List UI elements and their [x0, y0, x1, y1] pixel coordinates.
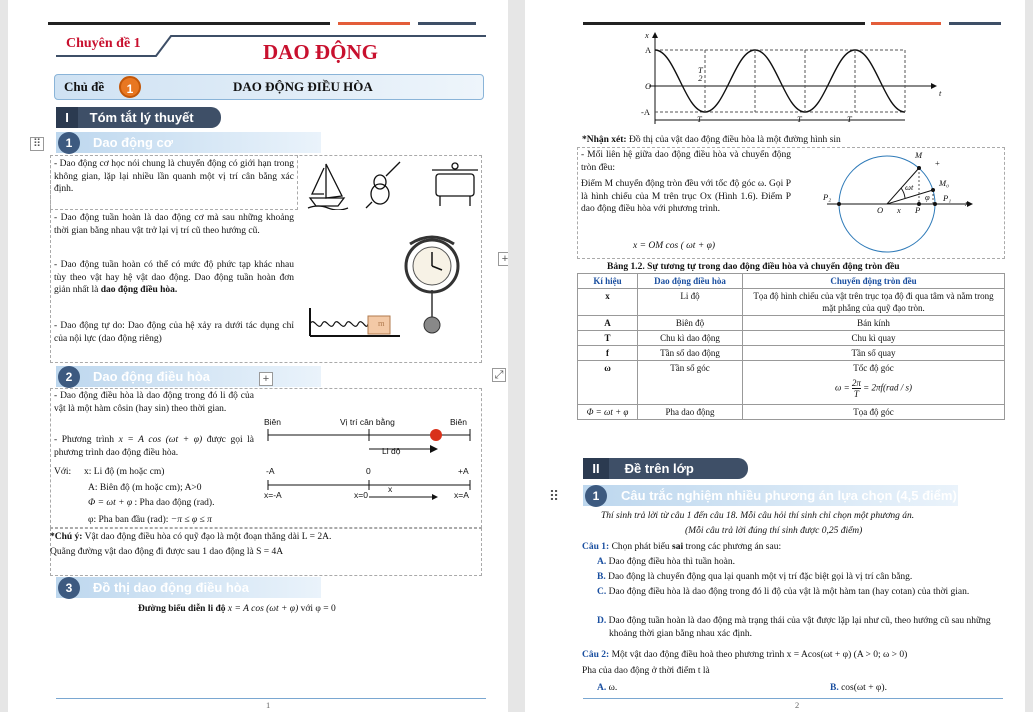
omega-formula — [746, 374, 1001, 403]
table-cell: T — [578, 331, 638, 346]
q2-line-2: Pha của dao động ở thời điểm t là — [582, 666, 710, 676]
topic-label: Chủ đề — [64, 79, 105, 94]
graph-t-label: t — [939, 88, 942, 98]
table-header-cell: Dao động điều hòa — [638, 274, 743, 289]
sub2-p2-prefix: - Phương trình — [54, 435, 119, 445]
p2-sub1-number: 1 — [585, 485, 607, 507]
sub2-number: 2 — [58, 366, 80, 388]
q1-text-b: trong các phương án sau: — [683, 542, 782, 552]
table-cell: ω — [578, 361, 638, 405]
q1-text-a: Chọn phát biểu — [609, 542, 672, 552]
sub2-phase-formula: Φ = ωt + φ — [88, 498, 133, 508]
add-row-button[interactable]: + — [498, 252, 508, 266]
drag-handle-icon[interactable]: ⠿ — [548, 488, 560, 504]
axis-diagram — [260, 425, 482, 505]
note-line-2: Quãng đường vật dao động đi được sau 1 dao động là S = 4A — [50, 547, 284, 557]
sub1-paragraph-4: - Dao động tự do: Dao động của hệ xảy ra dưới tác dụng chỉ của nội lực (dao động riêng) — [54, 321, 294, 344]
sub1-paragraph-2: - Dao động tuần hoàn là dao động cơ mà sau những khoảng thời gian bằng nhau vật trở lại vị trí cũ theo hướng cũ. — [54, 213, 294, 236]
omega-fraction — [852, 378, 861, 399]
q1-option-c[interactable] — [597, 586, 1002, 599]
q2-option-text: cos(ωt + φ). — [838, 683, 887, 693]
section-1-roman: I — [56, 107, 78, 128]
table-caption: Bảng 1.2. Sự tương tự trong dao động điều hòa và chuyển động tròn đều — [607, 262, 900, 272]
sub2-phase-def — [88, 497, 214, 510]
table-header-cell: Kí hiệu — [578, 274, 638, 289]
sub1-p3-text: - Dao động tuần hoàn có thể có mức độ phức tạp khác nhau tùy theo vật hay hệ vật dao động. Dao động tuần hoàn đơn giản nhất là — [54, 260, 294, 295]
table-cell — [743, 361, 1005, 405]
sub3-caption-formula: x = A cos (ωt + φ) — [227, 604, 299, 614]
table-cell: Tọa độ góc — [743, 405, 1005, 420]
pendulum-clock-illustration — [400, 228, 464, 338]
circle-plus: + — [935, 158, 940, 168]
sine-graph — [635, 30, 945, 130]
instructions-1: Thí sinh trả lời từ câu 1 đến câu 18. Mỗi câu hỏi thí sinh chỉ chọn một phương án. — [601, 511, 915, 521]
q1-option-b[interactable] — [597, 571, 1002, 584]
q1-option-text: Dao động là chuyển động qua lại quanh một vị trí đặc biệt gọi là vị trí cân bằng. — [608, 572, 913, 582]
q2-option-letter: B. — [830, 683, 839, 693]
omega-den: T — [853, 389, 859, 399]
axis-x-A: x=A — [454, 490, 469, 500]
sub1-paragraph-3 — [54, 259, 294, 297]
table-header-cell: Chuyển động tròn đều — [743, 274, 1005, 289]
sub2-x-def: x: Li độ (m hoặc cm) — [84, 467, 165, 477]
chapter-label: Chuyên đề 1 — [66, 36, 141, 51]
graph-period-1: T — [697, 114, 702, 124]
table-cell: A — [578, 316, 638, 331]
sub2-A-def: A: Biên độ (m hoặc cm); A>0 — [88, 483, 202, 493]
axis-x-minusA: x=-A — [264, 490, 282, 500]
q1-option-letter: C. — [597, 587, 607, 597]
top-rule-navy — [418, 22, 476, 25]
table-row — [578, 361, 1005, 405]
section-1-header — [56, 107, 221, 128]
axis-vtcb: Vị trí cân bằng — [340, 417, 395, 427]
q1-option-d[interactable] — [597, 615, 1002, 640]
table-row — [578, 346, 1005, 361]
instructions-2: (Mỗi câu trả lời đúng thí sinh được 0,25 điểm) — [685, 526, 863, 536]
note-line-1 — [50, 531, 331, 544]
q1-option-text: Dao động điều hòa là dao động trong đó li độ của vật là một hàm tan (hay cotan) của thời gian. — [608, 587, 970, 597]
sub1-paragraph-1: - Dao động cơ học nói chung là chuyển động có giới hạn trong không gian, lặp lại nhiều lần quanh một vị trí cân bằng xác định. — [54, 159, 294, 194]
q2-text: Một vật dao động điều hoà theo phương trình x = Acos(ωt + φ) (A > 0; ω > 0) — [609, 650, 908, 660]
sub2-p2-suffix: được gọi là phương trình dao động điều hòa. — [54, 435, 255, 458]
sub3-title: Đồ thị dao động điều hòa — [93, 580, 249, 595]
q1-option-a[interactable] — [597, 556, 1002, 569]
spring-mass-illustration — [304, 306, 404, 342]
table-row — [578, 405, 1005, 420]
graph-x-label: x — [645, 30, 649, 40]
page-number: 1 — [266, 700, 271, 710]
link-formula: x = OM cos ( ωt + φ) — [633, 241, 716, 251]
table-cell: Φ = ωt + φ — [578, 405, 638, 420]
section-1-title: Tóm tắt lý thuyết — [89, 110, 194, 125]
q2-option-a[interactable] — [597, 682, 617, 695]
sub2-formula: x = A cos (ωt + φ) — [118, 435, 203, 445]
circle-motion-diagram — [821, 150, 981, 256]
remark — [582, 134, 841, 147]
q1-label: Câu 1: — [582, 542, 610, 552]
circle-P: P — [915, 205, 921, 215]
table-row — [578, 316, 1005, 331]
sub2-phase-text: : Pha dao động (rad). — [132, 498, 215, 508]
sub2-title: Dao động điều hòa — [93, 369, 210, 384]
section-2-header — [583, 458, 748, 479]
sub2-phi-def — [88, 514, 212, 527]
oscillation-examples-illustration — [304, 158, 480, 210]
drag-handle-icon[interactable]: ⠿ — [30, 137, 44, 151]
topic-number: 1 — [119, 76, 141, 98]
axis-plusA: +A — [458, 466, 469, 476]
topic-title: DAO ĐỘNG ĐIỀU HÒA — [233, 79, 373, 94]
omega-prefix: ω = — [834, 382, 852, 393]
q2-option-text: ω. — [606, 683, 618, 693]
page-title: DAO ĐỘNG — [263, 40, 378, 64]
axis-minusA: -A — [266, 466, 275, 476]
q1-option-text: Dao động điều hòa thì tuần hoàn. — [608, 557, 736, 567]
table-cell: x — [578, 289, 638, 316]
graph-minusA-label: -A — [641, 107, 650, 117]
page-1 — [8, 0, 508, 712]
q1-option-letter: A. — [597, 557, 607, 567]
q2-stem — [582, 649, 907, 662]
sub3-caption-suffix: với φ = 0 — [298, 604, 336, 614]
footer-rule — [583, 698, 1003, 699]
circle-P1: P₁ — [943, 193, 952, 203]
sub3-caption — [138, 603, 336, 616]
graph-half-period — [698, 66, 703, 82]
table-cell: Li độ — [638, 289, 743, 316]
table-cell: f — [578, 346, 638, 361]
circle-M: M — [915, 150, 923, 160]
graph-period-2: T — [797, 114, 802, 124]
footer-rule — [56, 698, 486, 699]
circle-P2: P₂ — [823, 192, 832, 202]
table-cell: Pha dao động — [638, 405, 743, 420]
remark-text: Đồ thị của vật dao động điều hòa là một đường hình sin — [626, 135, 841, 145]
comparison-table — [577, 273, 1005, 420]
section-2-title: Đề trên lớp — [624, 461, 694, 476]
table-cell: Chu kì dao động — [638, 331, 743, 346]
omega-suffix: = 2πf(rad / s) — [863, 382, 913, 393]
table-row — [578, 331, 1005, 346]
table-cell: Tần số dao động — [638, 346, 743, 361]
axis-bien-left: Biên — [264, 417, 282, 427]
q2-option-b[interactable] — [830, 682, 887, 695]
sub3-caption-text: Đường biểu diễn li độ — [138, 604, 228, 614]
link-paragraph-1: - Mối liên hệ giữa dao động điều hòa và chuyển động tròn đều: — [581, 150, 791, 173]
graph-A-label: A — [645, 45, 652, 55]
q1-option-letter: D. — [597, 616, 607, 626]
axis-x-zero: x=0 — [354, 490, 368, 500]
note-label: *Chú ý: — [50, 532, 83, 542]
circle-M0: M₀ — [939, 178, 950, 188]
sub2-phi-text: φ: Pha ban đầu (rad): — [88, 515, 171, 525]
omega-label: Tốc độ góc — [853, 363, 894, 373]
axis-x: x — [388, 484, 393, 494]
table-cell: Bán kính — [743, 316, 1005, 331]
half-period-num: T — [698, 65, 703, 75]
expand-icon[interactable]: ⤢ — [492, 368, 506, 382]
table-header-row — [578, 274, 1005, 289]
table-cell: Biên độ — [638, 316, 743, 331]
sub2-phi-range: −π ≤ φ ≤ π — [170, 515, 212, 525]
circle-phi: φ — [925, 192, 930, 202]
sub1-p3-bold: dao động điều hòa. — [100, 285, 178, 295]
q1-option-letter: B. — [597, 572, 606, 582]
q1-sai: sai — [672, 542, 684, 552]
omega-num: 2π — [851, 378, 861, 388]
table-cell: Tần số quay — [743, 346, 1005, 361]
top-rule — [48, 22, 330, 25]
sub1-title: Dao động cơ — [93, 135, 174, 150]
graph-period-3: T — [847, 114, 852, 124]
q2-label: Câu 2: — [582, 650, 610, 660]
circle-wt: ωt — [905, 182, 914, 192]
table-cell: Tần số góc — [638, 361, 743, 405]
section-2-roman: II — [583, 458, 609, 479]
add-block-button[interactable]: + — [259, 372, 273, 386]
graph-O-label: O — [645, 81, 652, 91]
circle-x2: x — [965, 198, 969, 208]
link-paragraph-2: Điểm M chuyển động tròn đều với tốc độ góc ω. Gọi P là hình chiếu của M trên trục Ox (Hình 1.6). Điểm P dao động điều hòa với phương trình. — [581, 179, 791, 214]
sub2-paragraph-2 — [54, 434, 254, 459]
sub3-number: 3 — [58, 577, 80, 599]
sub2-with: Với: — [54, 467, 72, 477]
axis-lido: Li độ — [382, 446, 401, 456]
half-period-den: 2 — [698, 73, 703, 83]
top-rule — [583, 22, 865, 25]
top-rule-accent — [871, 22, 941, 25]
axis-bien-right: Biên — [450, 417, 468, 427]
p2-sub1-title: Câu trắc nghiệm nhiều phương án lựa chọn (4,5 điểm) — [621, 488, 957, 503]
top-rule-accent — [338, 22, 410, 25]
table-cell: Chu kì quay — [743, 331, 1005, 346]
q1-stem — [582, 541, 781, 554]
circle-O: O — [877, 205, 884, 215]
axis-zero: 0 — [366, 466, 371, 476]
sub2-paragraph-1: - Dao động điều hòa là dao động trong đó li độ của vật là một hàm côsin (hay sin) theo thời gian. — [54, 391, 254, 414]
circle-x1: x — [897, 205, 901, 215]
q2-option-letter: A. — [597, 683, 607, 693]
spring-mass-label: m — [378, 318, 385, 328]
table-cell: Tọa độ hình chiếu của vật trên trục tọa độ đi qua tâm và nằm trong mặt phẳng của quỹ đạo tròn. — [743, 289, 1005, 316]
sub1-number: 1 — [58, 132, 80, 154]
page-2 — [525, 0, 1025, 712]
top-rule-navy — [949, 22, 1001, 25]
note-text: Vật dao động điều hòa có quỹ đạo là một đoạn thẳng dài L = 2A. — [82, 532, 332, 542]
page-number: 2 — [795, 700, 800, 710]
table-row — [578, 289, 1005, 316]
q1-option-text: Dao động tuần hoàn là dao động mà trạng thái của vật được lặp lại như cũ, theo hướng cũ sau những khoảng thời gian bằng nhau xác định. — [608, 616, 991, 639]
remark-label: *Nhận xét: — [582, 135, 627, 145]
